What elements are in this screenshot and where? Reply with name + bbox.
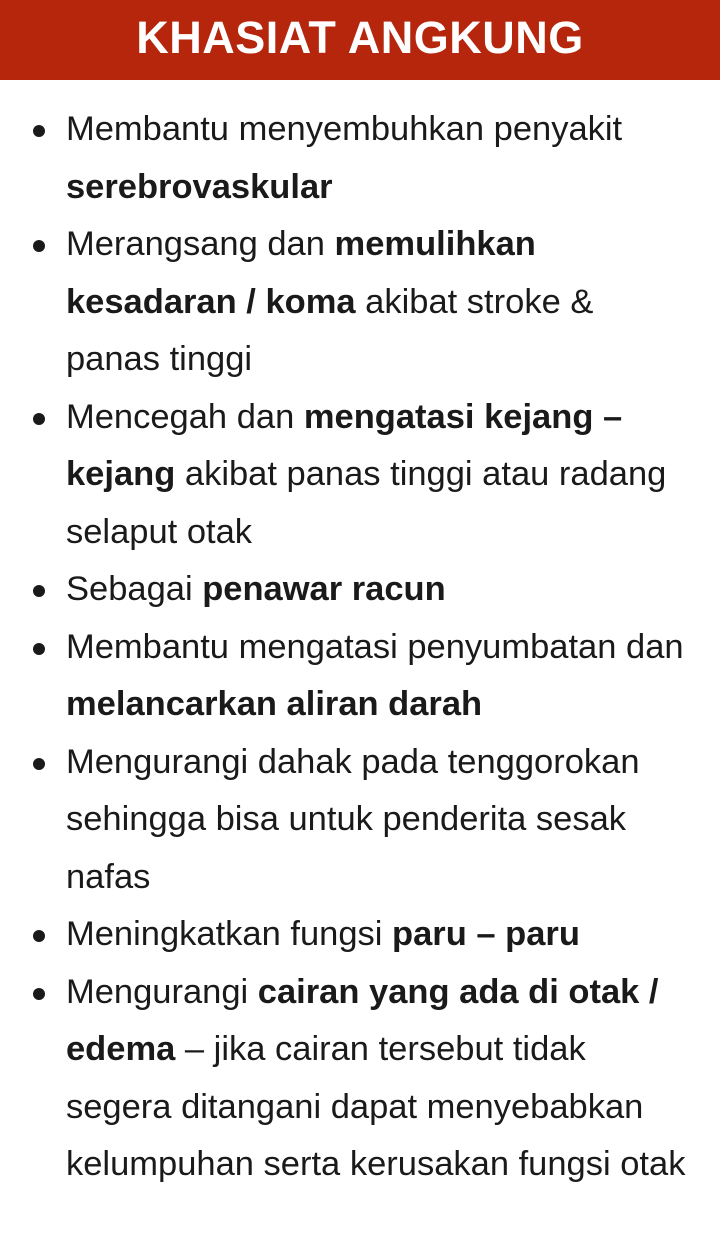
benefit-text-bold: serebrovaskular [66,167,333,206]
benefit-item [0,561,720,619]
benefit-item [0,101,720,216]
benefit-text: Mengurangi [66,972,258,1011]
page-title: KHASIAT ANGKUNG [136,12,584,63]
header-bar [0,0,720,80]
benefit-item [0,216,720,389]
benefit-text: akibat panas tinggi atau radang selaput otak [66,455,667,551]
bullet-dot-icon [33,643,45,655]
benefit-text-bold: cairan yang ada di otak / edema [66,972,659,1068]
bullet-dot-icon [33,758,45,770]
benefit-item [0,734,720,907]
benefit-text-bold: memulihkan kesadaran / koma [66,225,536,321]
benefit-text-bold: penawar racun [202,570,446,608]
benefit-text: Merangsang dan [66,225,335,263]
benefit-text: Mengurangi dahak pada tenggorokan sehingga bisa untuk penderita sesak nafas [66,742,640,896]
benefit-text: Meningkatkan fungsi [66,915,393,953]
benefit-text-bold: paru – paru [392,915,580,953]
bullet-dot-icon [33,585,45,597]
bullet-dot-icon [33,240,45,252]
benefit-list [0,101,720,1194]
bullet-dot-icon [33,988,45,1000]
benefit-text-bold: mengatasi kejang – kejang [66,397,623,493]
benefit-text: – jika cairan tersebut tidak segera ditangani dapat menyebabkan kelumpuhan serta kerusakan fungsi otak [66,1030,686,1183]
benefit-text: Membantu menyembuhkan penyakit [66,110,623,148]
bullet-dot-icon [33,413,45,425]
benefit-text-bold: melancarkan aliran darah [66,685,483,723]
benefit-item [0,906,720,964]
benefit-text: akibat stroke & panas tinggi [66,282,594,378]
bullet-dot-icon [33,930,45,942]
benefit-item [0,964,720,1194]
benefit-text: Sebagai [66,570,203,608]
benefit-text: Mencegah dan [66,397,304,436]
bullet-dot-icon [33,125,45,137]
benefit-item [0,389,720,562]
benefit-item [0,619,720,734]
benefit-text: Membantu mengatasi penyumbatan dan [66,627,684,666]
